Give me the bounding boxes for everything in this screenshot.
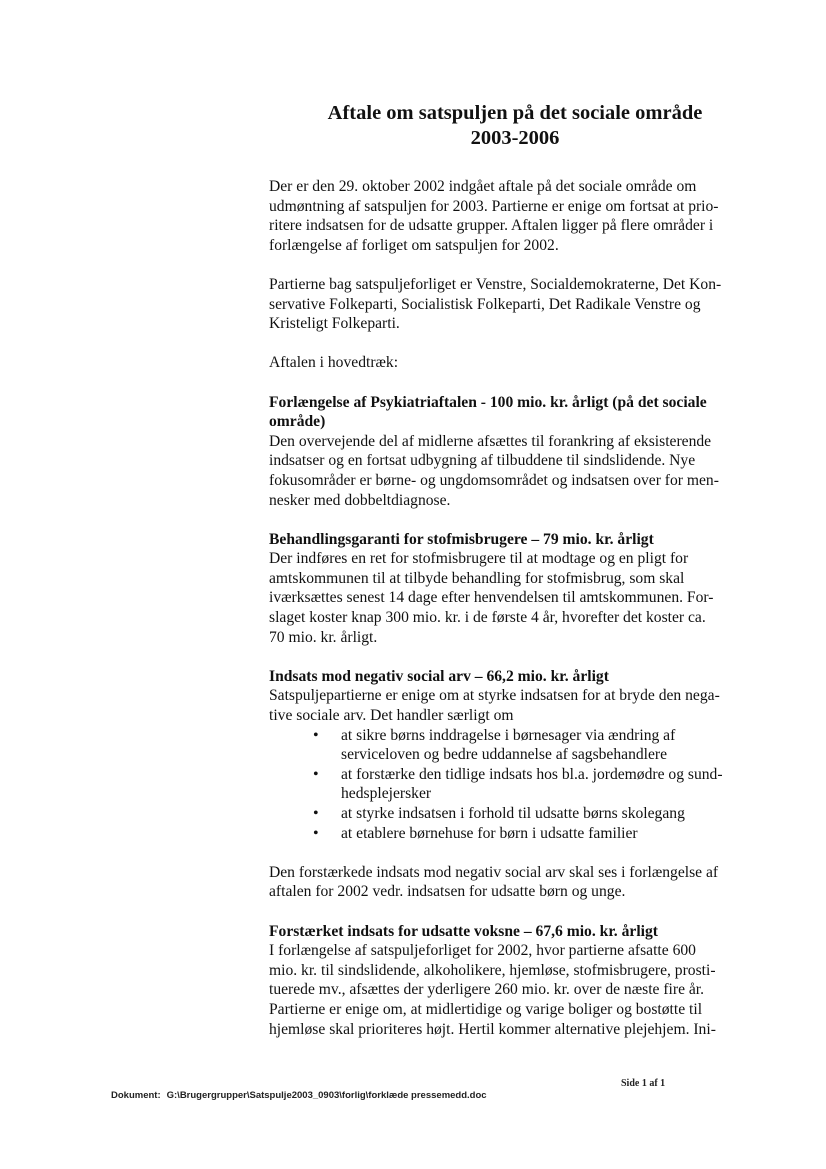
text-line: Aftalen i hovedtræk: bbox=[269, 354, 399, 372]
text-line: ritere indsatsen for de udsatte grupper. Aftalen ligger på flere områder i bbox=[269, 217, 714, 235]
text-line: Den forstærkede indsats mod negativ social arv skal ses i forlængelse af bbox=[269, 863, 719, 881]
section-negativ-social-arv-continued bbox=[269, 863, 754, 902]
list-item bbox=[311, 765, 754, 804]
section-heading: Indsats mod negativ social arv – 66,2 mio. kr. årligt bbox=[269, 667, 609, 685]
text-line: iværksættes senest 14 dage efter henvendelsen til amtskommunen. For- bbox=[269, 589, 714, 607]
text-line: hedsplejersker bbox=[341, 785, 432, 803]
intro-paragraph-2 bbox=[269, 275, 754, 334]
text-line: aftalen for 2002 vedr. indsatsen for udsatte børn og unge. bbox=[269, 883, 626, 901]
section-behandlingsgaranti bbox=[269, 530, 754, 648]
document-title bbox=[300, 101, 730, 151]
intro-paragraph-3 bbox=[269, 353, 754, 373]
text-line: mio. kr. til sindslidende, alkoholikere, hjemløse, stofmisbrugere, prosti- bbox=[269, 961, 716, 979]
text-line: indsatser og en fortsat udbygning af tilbuddene til sindslidende. Nye bbox=[269, 452, 696, 470]
section-heading: Behandlingsgaranti for stofmisbrugere – 79 mio. kr. årligt bbox=[269, 530, 654, 548]
text-line: Der indføres en ret for stofmisbrugere til at modtage og en pligt for bbox=[269, 550, 689, 568]
text-line: tuerede mv., afsættes der yderligere 260 mio. kr. over de næste fire år. bbox=[269, 981, 705, 999]
text-line: forlængelse af forliget om satspuljen for 2002. bbox=[269, 236, 559, 254]
document-body bbox=[269, 177, 754, 1059]
text-line: Den overvejende del af midlerne afsættes til forankring af eksisterende bbox=[269, 432, 712, 450]
text-line: Satspuljepartierne er enige om at styrke indsatsen for at bryde den nega- bbox=[269, 687, 720, 705]
text-line: fokusområder er børne- og ungdomsområdet og indsatsen over for men- bbox=[269, 471, 719, 489]
page-number: Side 1 af 1 bbox=[621, 1078, 666, 1089]
text-line: • at sikre børns inddragelse i børnesager via ændring af bbox=[341, 726, 676, 744]
text-line: tive sociale arv. Det handler særligt om bbox=[269, 707, 514, 725]
list-item bbox=[311, 824, 754, 844]
section-heading: område) bbox=[269, 413, 326, 431]
text-line: Kristeligt Folkeparti. bbox=[269, 315, 400, 333]
text-line: • at styrke indsatsen i forhold til udsatte børns skolegang bbox=[341, 805, 685, 822]
list-item bbox=[311, 804, 754, 824]
text-line: 70 mio. kr. årligt. bbox=[269, 628, 378, 646]
text-line: • at forstærke den tidlige indsats hos bl.a. jordemødre og sund- bbox=[341, 765, 723, 783]
section-heading: Forstærket indsats for udsatte voksne – 67,6 mio. kr. årligt bbox=[269, 922, 658, 940]
document-path: G:\Brugergrupper\Satspulje2003_0903\forlig\forklæde pressemedd.doc bbox=[166, 1090, 487, 1101]
document-label: Dokument: bbox=[111, 1090, 161, 1101]
text-line: Partierne bag satspuljeforliget er Venstre, Socialdemokraterne, Det Kon- bbox=[269, 275, 722, 293]
title-line-1: Aftale om satspuljen på det sociale område bbox=[327, 102, 703, 124]
text-line: servative Folkeparti, Socialistisk Folkeparti, Det Radikale Venstre og bbox=[269, 295, 701, 313]
text-line: hjemløse skal prioriteres højt. Hertil kommer alternative plejehjem. Ini- bbox=[269, 1020, 716, 1038]
text-line: slaget koster knap 300 mio. kr. i de første 4 år, hvorefter det koster ca. bbox=[269, 609, 706, 627]
section-heading: Forlængelse af Psykiatriaftalen - 100 mio. kr. årligt (på det sociale bbox=[269, 393, 707, 411]
text-line: serviceloven og bedre uddannelse af sagsbehandlere bbox=[341, 746, 668, 764]
text-line: • at etablere børnehuse for børn i udsatte familier bbox=[341, 824, 638, 842]
bullet-list bbox=[269, 726, 754, 844]
intro-paragraph-1 bbox=[269, 177, 754, 255]
title-line-2: 2003-2006 bbox=[470, 127, 560, 149]
section-negativ-social-arv bbox=[269, 667, 754, 843]
list-item bbox=[311, 726, 754, 765]
text-line: Partierne er enige om, at midlertidige og varige boliger og bostøtte til bbox=[269, 1000, 703, 1018]
text-line: amtskommunen til at tilbyde behandling for stofmisbrug, som skal bbox=[269, 569, 685, 587]
text-line: udmøntning af satspuljen for 2003. Partierne er enige om fortsat at prio- bbox=[269, 197, 719, 215]
section-udsatte-voksne bbox=[269, 922, 754, 1040]
text-line: I forlængelse af satspuljeforliget for 2002, hvor partierne afsatte 600 bbox=[269, 942, 696, 960]
document-path-footer bbox=[111, 1090, 487, 1101]
section-psykiatri bbox=[269, 393, 754, 511]
text-line: nesker med dobbeltdiagnose. bbox=[269, 491, 451, 509]
text-line: Der er den 29. oktober 2002 indgået aftale på det sociale område om bbox=[269, 178, 697, 195]
